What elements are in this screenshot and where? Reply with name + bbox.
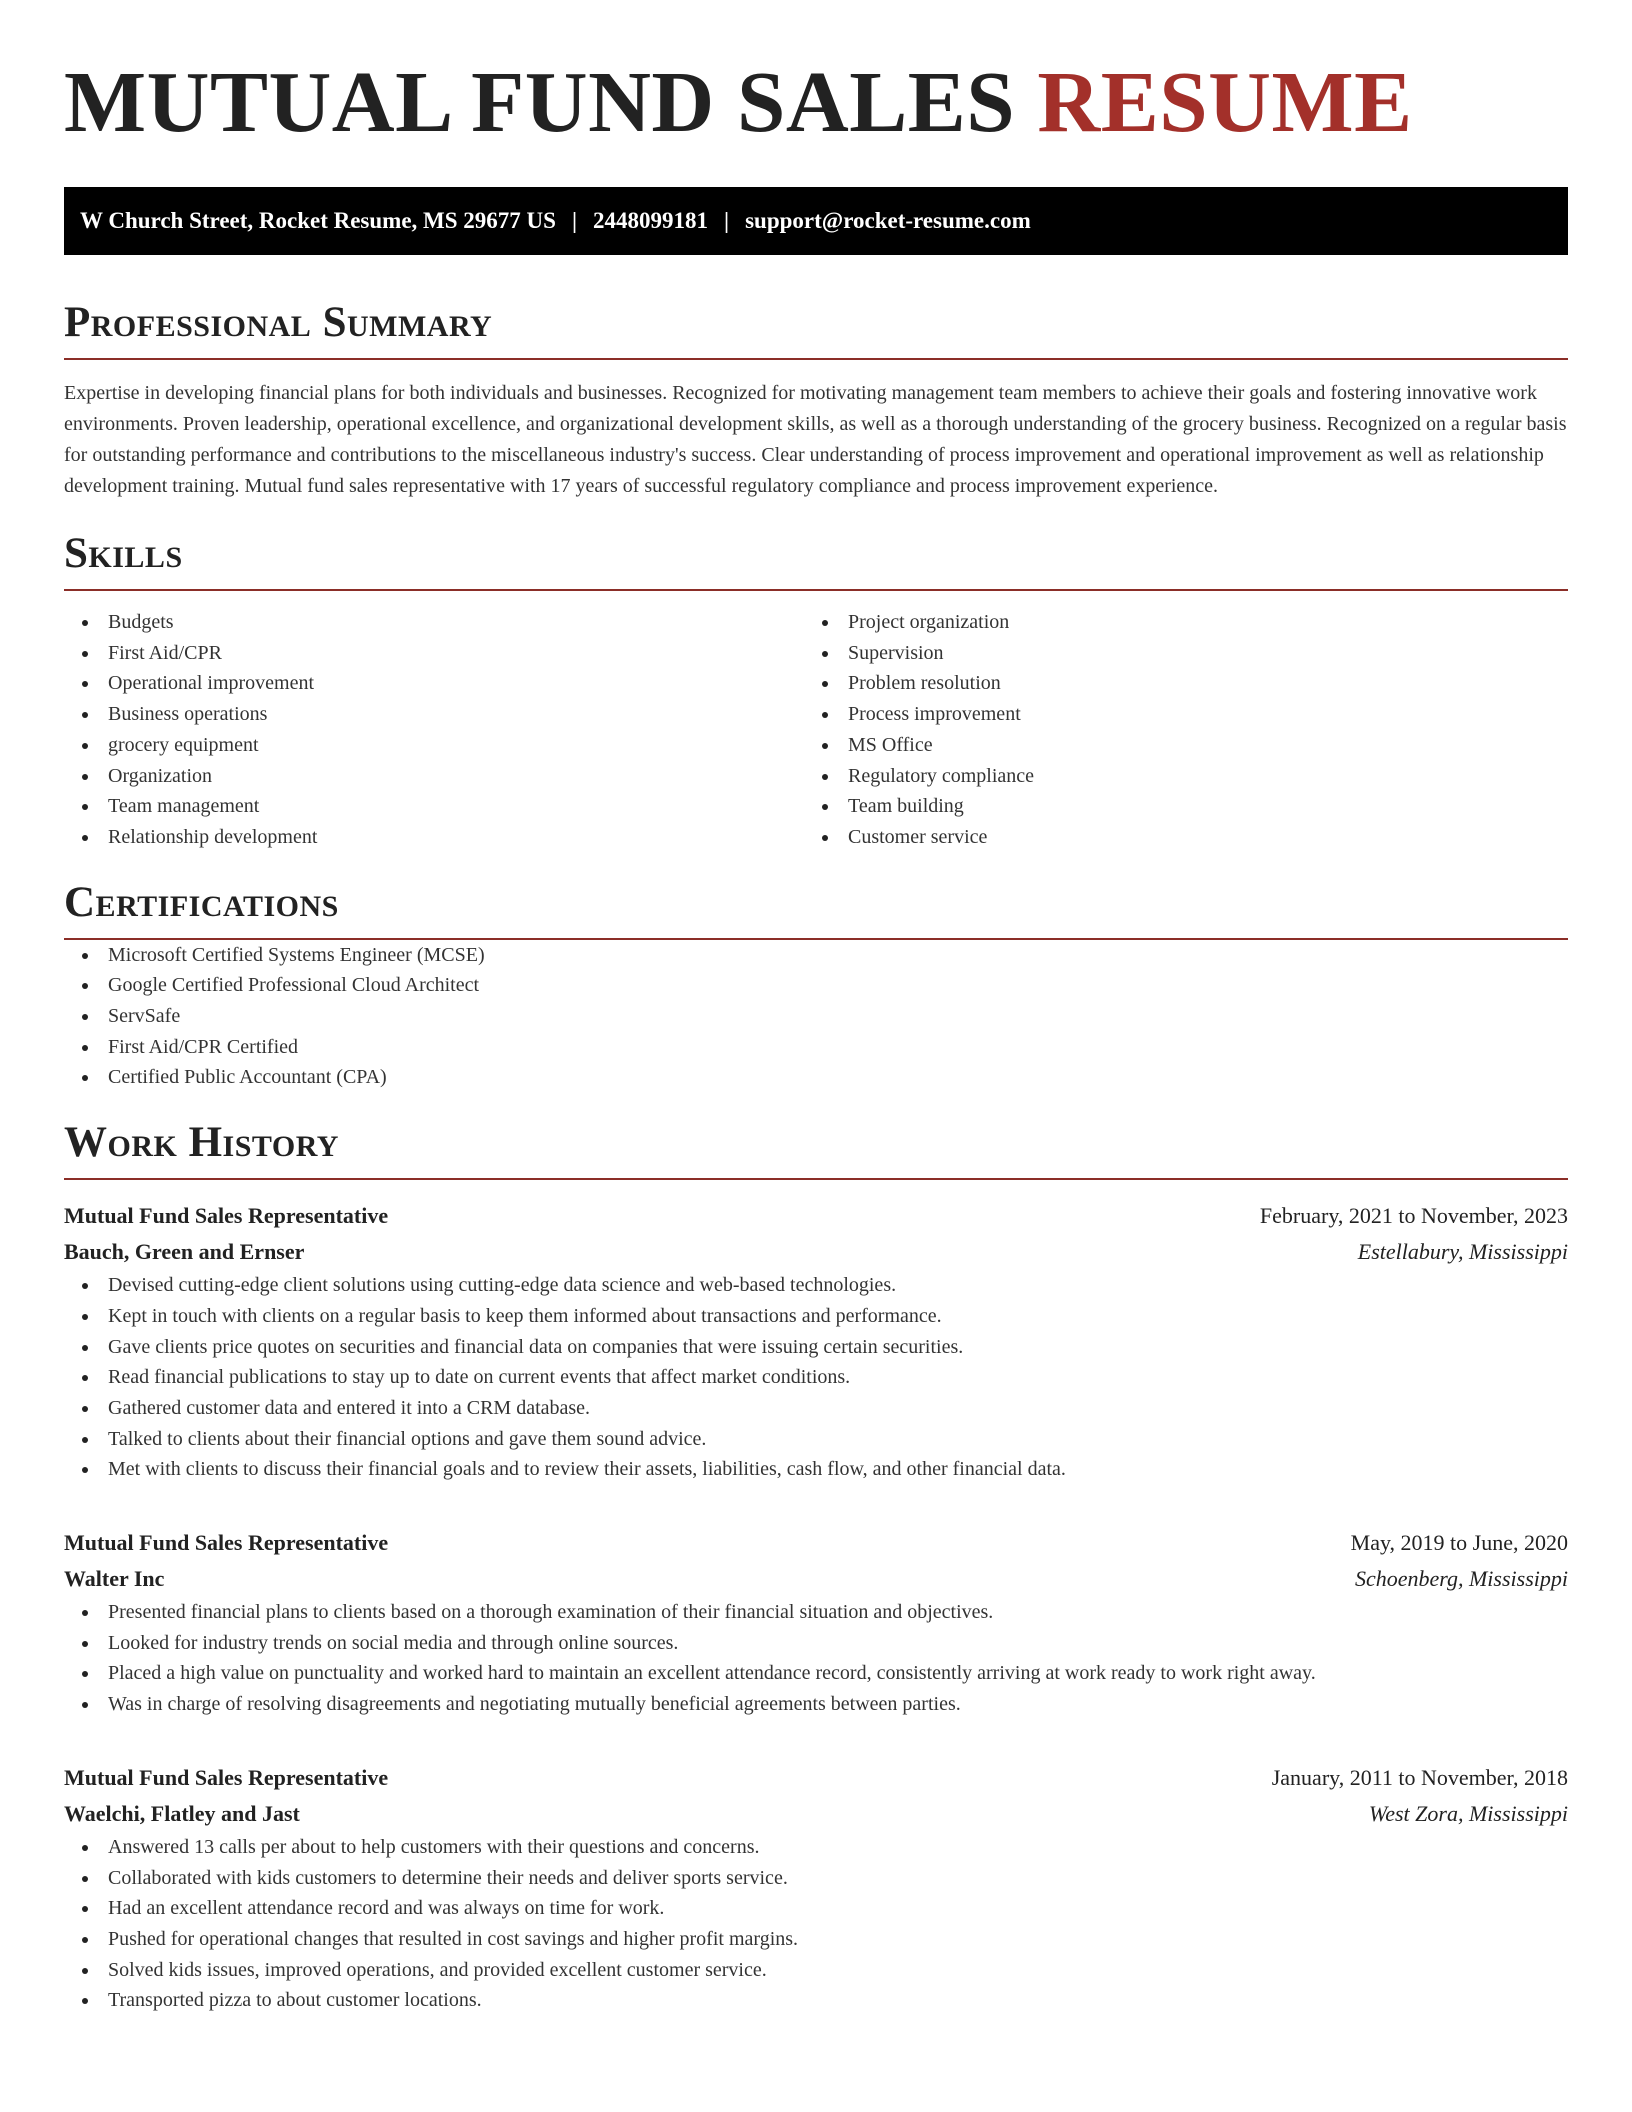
job-duty: Transported pizza to about customer locations. — [64, 1985, 1568, 2016]
job-company: Waelchi, Flatley and Jast — [64, 1800, 300, 1826]
skill-item: grocery equipment — [64, 730, 804, 761]
skills-grid — [64, 607, 1568, 853]
certifications-section — [64, 878, 1568, 1094]
job-duty: Presented financial plans to clients based on a thorough examination of their financial situation and objectives. — [64, 1597, 1568, 1628]
contact-address: W Church Street, Rocket Resume, MS 29677 US — [80, 208, 556, 233]
skill-item: Supervision — [804, 638, 1544, 669]
resume-title — [64, 53, 1568, 150]
job-location: Estellabury, Mississippi — [1357, 1239, 1568, 1265]
title-main: MUTUAL FUND SALES — [64, 53, 1016, 150]
skill-item: Problem resolution — [804, 668, 1544, 699]
certifications-list — [64, 940, 1568, 1094]
skill-item: Regulatory compliance — [804, 761, 1544, 792]
job-duty: Gave clients price quotes on securities and financial data on companies that were issuing certain securities. — [64, 1332, 1568, 1363]
job-duty: Solved kids issues, improved operations, and provided excellent customer service. — [64, 1955, 1568, 1986]
job-duty: Was in charge of resolving disagreements and negotiating mutually beneficial agreements between parties. — [64, 1689, 1568, 1720]
job-duties-list — [64, 1832, 1568, 2016]
job-duty: Answered 13 calls per about to help customers with their questions and concerns. — [64, 1832, 1568, 1863]
job-entry — [64, 1760, 1568, 2016]
job-duties-list — [64, 1597, 1568, 1720]
section-heading-skills: Skills — [64, 532, 1568, 591]
skill-item: Team building — [804, 791, 1544, 822]
job-duty: Placed a high value on punctuality and worked hard to maintain an excellent attendance record, consistently arriving at work ready to work right away. — [64, 1658, 1568, 1689]
title-accent: RESUME — [1037, 53, 1413, 150]
contact-separator: | — [724, 208, 730, 233]
work-history-section — [64, 1121, 1568, 2016]
job-header-row — [64, 1760, 1568, 1796]
certification-item: Certified Public Accountant (CPA) — [64, 1062, 1568, 1093]
certification-item: ServSafe — [64, 1001, 1568, 1032]
professional-summary-section — [64, 301, 1568, 502]
job-company-row — [64, 1796, 1568, 1832]
job-duty: Met with clients to discuss their financial goals and to review their assets, liabilities, cash flow, and other financial data. — [64, 1454, 1568, 1485]
job-entry — [64, 1198, 1568, 1485]
skill-item: Team management — [64, 791, 804, 822]
contact-email: support@rocket-resume.com — [745, 208, 1031, 233]
contact-separator: | — [571, 208, 578, 233]
section-heading-certifications: Certifications — [64, 881, 1568, 940]
job-dates: January, 2011 to November, 2018 — [1271, 1764, 1568, 1790]
job-duty: Looked for industry trends on social media and through online sources. — [64, 1628, 1568, 1659]
job-duty: Had an excellent attendance record and was always on time for work. — [64, 1893, 1568, 1924]
certification-item: Google Certified Professional Cloud Architect — [64, 970, 1568, 1001]
job-title: Mutual Fund Sales Representative — [64, 1764, 389, 1790]
skill-item: Organization — [64, 761, 804, 792]
skills-column-left — [64, 607, 804, 853]
job-duty: Devised cutting-edge client solutions using cutting-edge data science and web-based technologies. — [64, 1270, 1568, 1301]
contact-bar — [64, 187, 1568, 255]
job-title: Mutual Fund Sales Representative — [64, 1203, 389, 1229]
job-dates: February, 2021 to November, 2023 — [1259, 1203, 1568, 1229]
job-header-row — [64, 1198, 1568, 1234]
job-company-row — [64, 1561, 1568, 1597]
job-duty: Read financial publications to stay up to date on current events that affect market conditions. — [64, 1362, 1568, 1393]
job-dates: May, 2019 to June, 2020 — [1350, 1530, 1568, 1556]
section-heading-work-history: Work History — [64, 1121, 1568, 1180]
skill-item: Operational improvement — [64, 668, 804, 699]
job-location: Schoenberg, Mississippi — [1354, 1566, 1568, 1592]
skill-item: First Aid/CPR — [64, 638, 804, 669]
job-company: Bauch, Green and Ernser — [64, 1239, 305, 1265]
skill-item: Project organization — [804, 607, 1544, 638]
job-title: Mutual Fund Sales Representative — [64, 1530, 389, 1556]
job-header-row — [64, 1525, 1568, 1561]
skill-item: MS Office — [804, 730, 1544, 761]
skills-column-right — [804, 607, 1544, 853]
job-duty: Kept in touch with clients on a regular basis to keep them informed about transactions and performance. — [64, 1301, 1568, 1332]
skill-item: Business operations — [64, 699, 804, 730]
job-company-row — [64, 1234, 1568, 1270]
job-location: West Zora, Mississippi — [1368, 1800, 1568, 1826]
job-duty: Talked to clients about their financial options and gave them sound advice. — [64, 1424, 1568, 1455]
skill-item: Budgets — [64, 607, 804, 638]
job-company: Walter Inc — [64, 1566, 165, 1592]
resume-page — [64, 0, 1568, 2016]
section-heading-summary: Professional Summary — [64, 301, 1568, 360]
job-duty: Pushed for operational changes that resulted in cost savings and higher profit margins. — [64, 1924, 1568, 1955]
skill-item: Customer service — [804, 822, 1544, 853]
skill-item: Process improvement — [804, 699, 1544, 730]
job-duties-list — [64, 1270, 1568, 1485]
job-duty: Collaborated with kids customers to determine their needs and deliver sports service. — [64, 1863, 1568, 1894]
job-duty: Gathered customer data and entered it into a CRM database. — [64, 1393, 1568, 1424]
certification-item: First Aid/CPR Certified — [64, 1032, 1568, 1063]
skills-section — [64, 532, 1568, 853]
contact-phone: 2448099181 — [593, 208, 709, 233]
job-entry — [64, 1525, 1568, 1720]
certification-item: Microsoft Certified Systems Engineer (MCSE) — [64, 940, 1568, 971]
summary-text: Expertise in developing financial plans for both individuals and businesses. Recognized for motivating management team members to achieve their goals and fostering innovative work environments. Proven leadership, operational excellence, and organizational development skills, as well as a thorough understanding of the grocery business. Recognized on a regular basis for outstanding performance and contributions to the miscellaneous industry's success. Clear understanding of process improvement and operational improvement as well as relationship development training. Mutual fund sales representative with 17 years of successful regulatory compliance and process improvement experience. — [64, 382, 1567, 497]
skill-item: Relationship development — [64, 822, 804, 853]
